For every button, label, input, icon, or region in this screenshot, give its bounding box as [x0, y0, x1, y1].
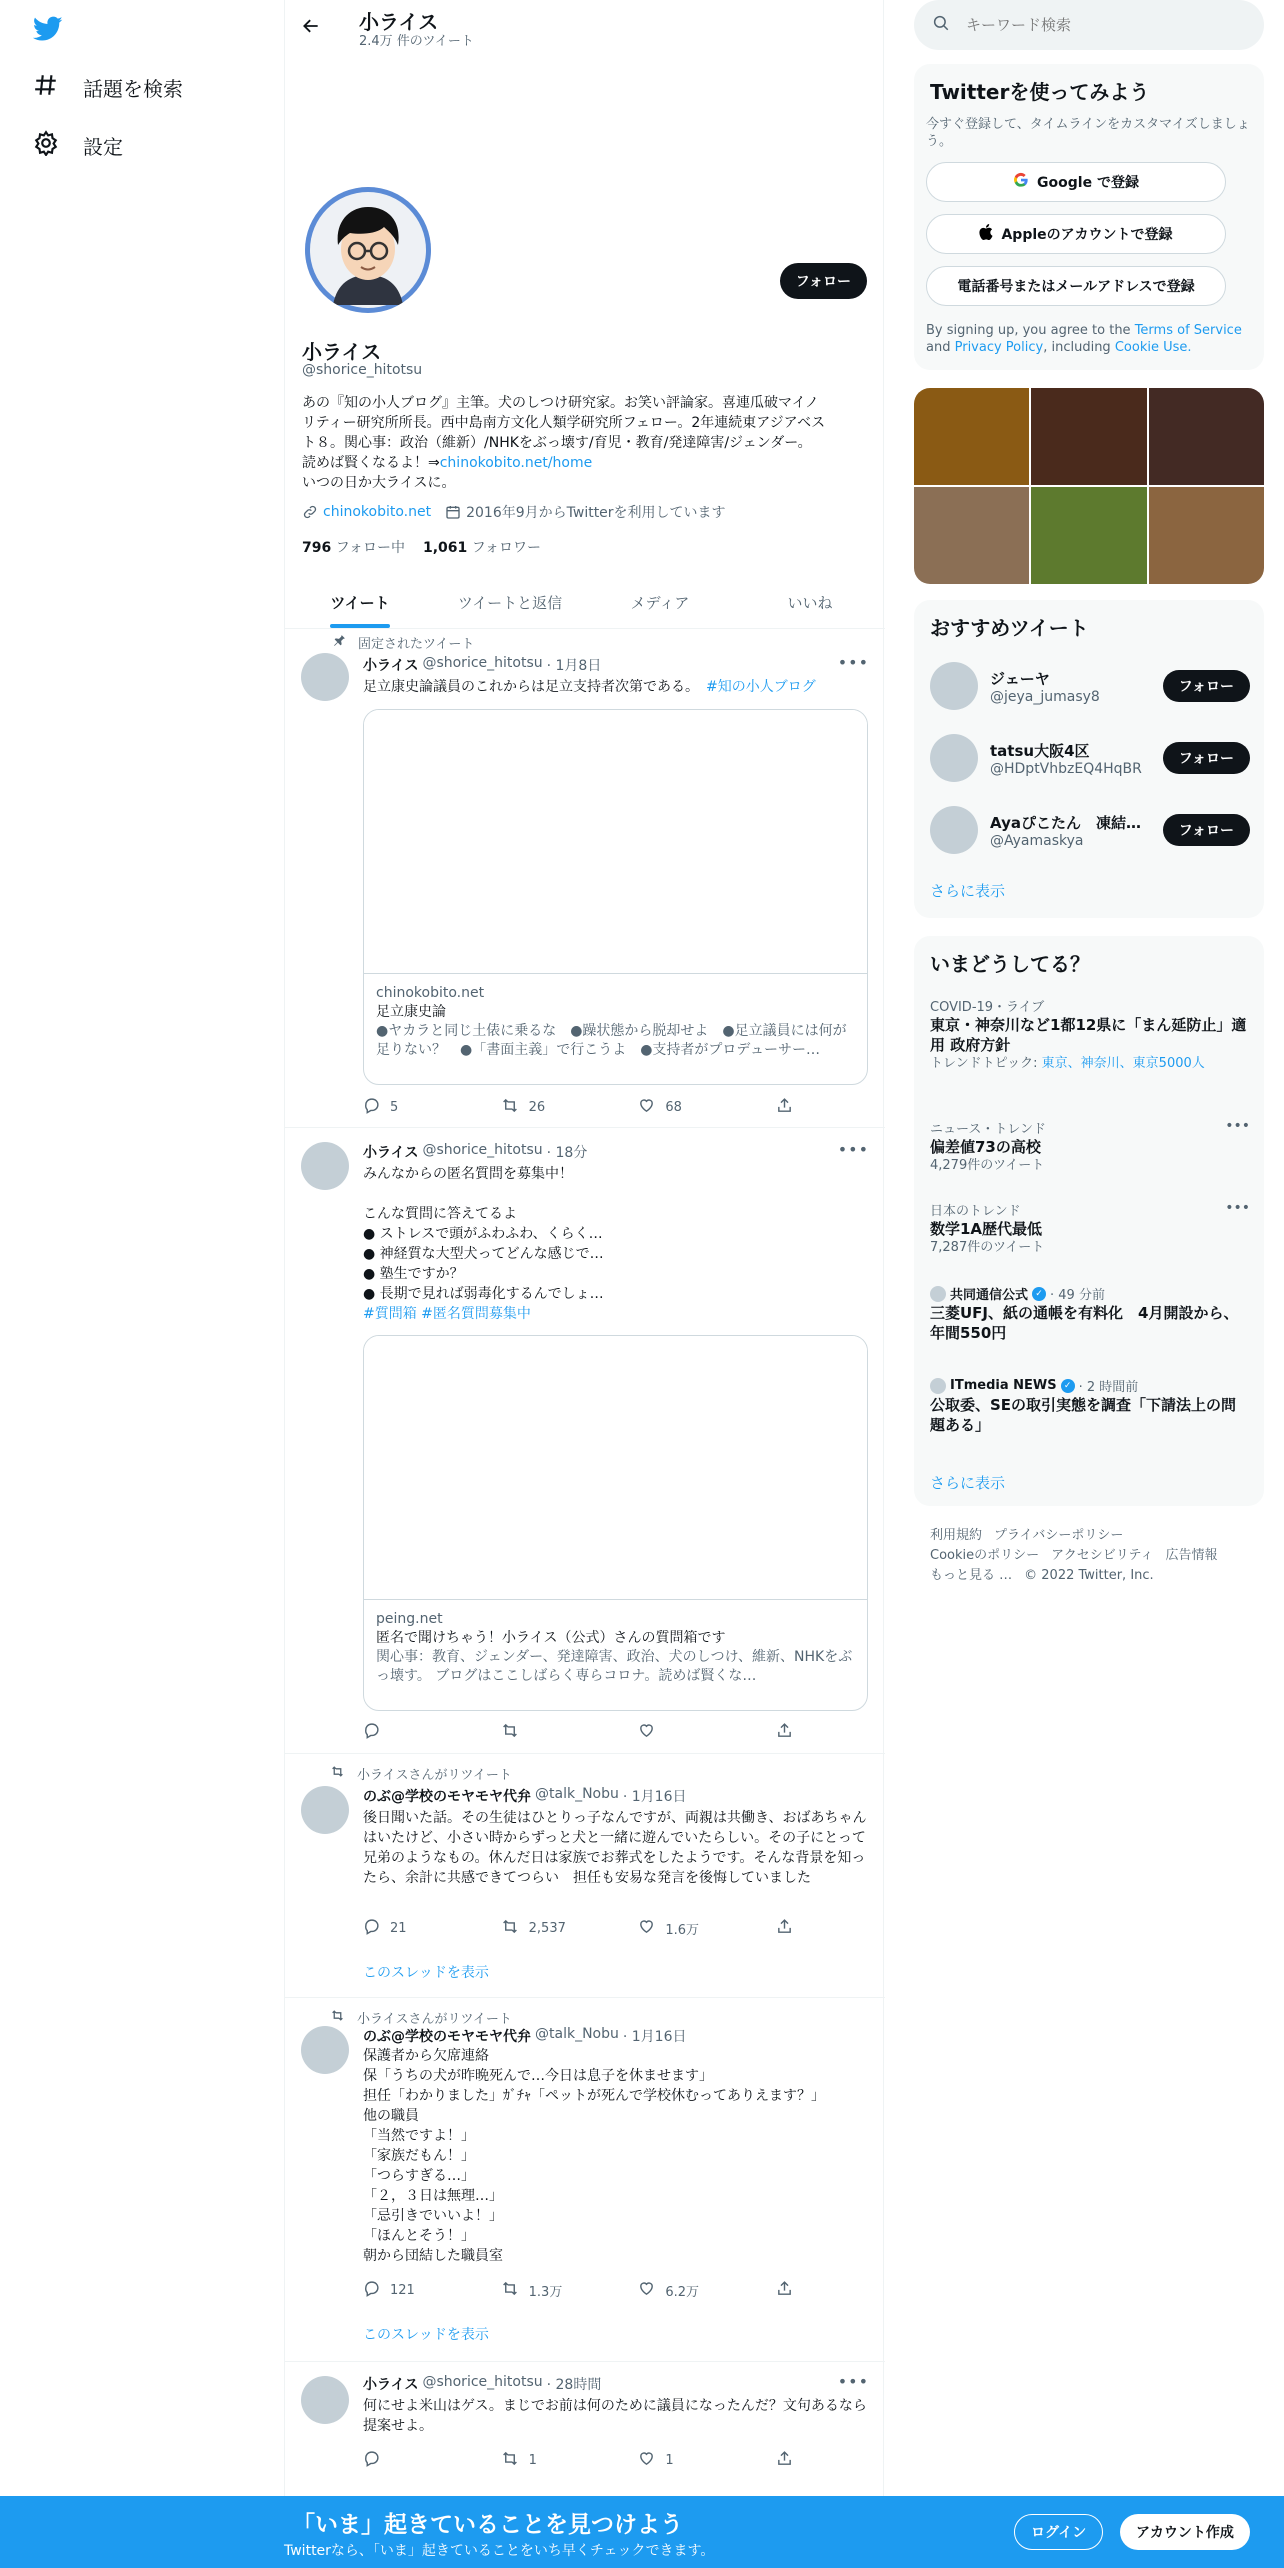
trends-title: いまどうしてる？: [930, 952, 1090, 976]
copyright: © 2022 Twitter, Inc.: [1024, 1568, 1154, 1583]
profile-meta: [302, 502, 726, 522]
tweet[interactable]: [285, 1754, 885, 1998]
tweet-actions: [363, 2450, 793, 2471]
tweet-author-handle: @shorice_hitotsu: [422, 655, 543, 671]
retweet-button[interactable]: 2,537: [501, 1918, 601, 1939]
retweet-button[interactable]: [501, 1722, 601, 1743]
bottom-bar-subtitle: Twitterなら、「いま」起きていることをいち早くチェックできます。: [284, 2543, 715, 2559]
reply-icon: [363, 2450, 380, 2471]
retweet-icon: [501, 1097, 519, 1118]
trend-category: COVID-19・ライブ: [930, 1000, 1045, 1015]
tab-likes[interactable]: いいね: [787, 593, 833, 612]
footer-link[interactable]: 広告情報: [1165, 1548, 1218, 1563]
news-title: 公取委、SEの取引実態を調査「下請法上の問題ある」: [930, 1396, 1237, 1434]
more-options-icon[interactable]: •••: [837, 653, 869, 672]
hashtag-icon: [33, 72, 59, 103]
share-button[interactable]: [776, 2280, 793, 2301]
bottom-bar-title: 「いま」起きていることを見つけよう: [292, 2512, 683, 2538]
show-thread-link[interactable]: このスレッドを表示: [363, 1965, 489, 1981]
news-item[interactable]: [930, 1284, 1250, 1343]
tweet-author-name[interactable]: 小ライス: [363, 2377, 419, 2393]
tab-media[interactable]: メディア: [630, 593, 690, 612]
footer-link[interactable]: もっと見る …: [930, 1568, 1013, 1583]
profile-header-bar: [285, 0, 885, 53]
share-button[interactable]: [776, 1097, 793, 1118]
more-options-icon[interactable]: •••: [1225, 1200, 1250, 1216]
tweet-context: 小ライスさんがリツイート: [330, 2008, 512, 2027]
card-description: 関心事：教育、ジェンダー、発達障害、政治、犬のしつけ、維新、NHKをぶっ壊す。 ブログはここしばらく専らコロナ。読めば賢くな…: [376, 1649, 853, 1684]
hashtag-link[interactable]: #質問箱 #匿名質問募集中: [363, 1306, 531, 1322]
tweet-avatar[interactable]: [301, 2376, 349, 2424]
rec-name: Ayaぴこたん 凍結…: [990, 813, 1141, 832]
share-icon: [776, 1918, 793, 1939]
like-button[interactable]: 1: [638, 2450, 738, 2471]
tweet[interactable]: [285, 2362, 885, 2496]
verified-badge-icon: ✓: [1032, 1287, 1046, 1301]
trend-item[interactable]: [930, 1118, 1250, 1174]
tweet-time[interactable]: · 1月16日: [622, 1789, 687, 1805]
signup-button[interactable]: アカウント作成: [1120, 2514, 1250, 2550]
profile-avatar[interactable]: [301, 183, 435, 317]
share-icon: [776, 2280, 793, 2301]
rec-handle: @jeya_jumasy8: [990, 688, 1100, 705]
trend-count: 7,287件のツイート: [930, 1240, 1045, 1255]
tweet-avatar[interactable]: [301, 653, 349, 701]
profile-website-link[interactable]: chinokobito.net: [323, 504, 432, 520]
nav-settings-label: 設定: [83, 135, 123, 159]
news-source: 共同通信公式 ✓ · 49 分前: [930, 1284, 1250, 1303]
heart-icon: [638, 1722, 655, 1743]
google-signup-button[interactable]: Google で登録: [926, 162, 1226, 202]
bio-line: いつの日か大ライスに。: [302, 475, 456, 491]
tweet-time[interactable]: · 1月16日: [622, 2029, 687, 2045]
reply-button[interactable]: [363, 1722, 463, 1743]
footer-link[interactable]: プライバシーポリシー: [994, 1528, 1124, 1543]
bio-line: 読めば賢くなるよ！⇒: [302, 455, 440, 471]
retweet-button[interactable]: 26: [501, 1097, 601, 1118]
tweet-time[interactable]: · 28時間: [546, 2377, 602, 2393]
tweet-author-name[interactable]: 小ライス: [363, 1145, 419, 1161]
tweet-text: 足立康史論議員のこれからは足立支持者次第である。 #知の小人ブログ: [363, 679, 816, 695]
phone-email-signup-button[interactable]: 電話番号またはメールアドレスで登録: [926, 266, 1226, 306]
twitter-logo-icon[interactable]: [33, 16, 63, 46]
trend-category: ニュース・トレンド: [930, 1122, 1047, 1137]
tweet-text: 保護者から欠席連絡 保「うちの犬が昨晩死んで…今日は息子を休ませます」 担任「わかりました」ｶﾞﾁｬ「ペットが死んで学校休むってありえます？」 他の職員 「当然ですよ！」 「家族だもん！」 「つらすぎる…」 「２，３日は無理…」 「忌引きでいいよ！」 「ほんとそう！」 朝から団結した職員室: [363, 2048, 825, 2264]
tweet-author-handle: @shorice_hitotsu: [422, 2374, 543, 2390]
bio-line: ト８。関心事：政治（維新）/NHKをぶっ壊す/育児・教育/発達障害/ジェンダー。: [302, 435, 812, 451]
google-icon: [1013, 172, 1029, 192]
tweet-avatar[interactable]: [301, 1786, 349, 1834]
tweet-header: [363, 655, 601, 675]
more-options-icon[interactable]: •••: [1225, 1118, 1250, 1134]
trend-title: 東京・神奈川など1都12県に「まん延防止」適用 政府方針: [930, 1016, 1247, 1054]
reply-icon: [363, 1722, 380, 1743]
profile-tabs: [285, 576, 885, 629]
rec-name: ジェーヤ: [990, 669, 1050, 688]
search-box[interactable]: [914, 0, 1264, 50]
avatar[interactable]: [930, 806, 978, 854]
tweet-context: 小ライスさんがリツイート: [330, 1764, 512, 1783]
more-options-icon[interactable]: •••: [837, 2372, 869, 2391]
header-title: 小ライス: [359, 10, 439, 34]
tweet-author-handle: @shorice_hitotsu: [422, 1142, 543, 1158]
share-button[interactable]: [776, 1918, 793, 1939]
trend-category: 日本のトレンド: [930, 1204, 1021, 1219]
bio-line: あの『知の小人ブログ』主筆。犬のしつけ研究家。お笑い評論家。喜連瓜破マイノ: [302, 395, 819, 411]
trend-topics: トレンドトピック: 東京、神奈川、東京5000人: [930, 1056, 1205, 1071]
reply-icon: [363, 2280, 380, 2301]
retweet-icon: [501, 2450, 519, 2471]
signup-subtitle: 今すぐ登録して、タイムラインをカスタマイズしましょう。: [926, 117, 1250, 149]
tab-tweets[interactable]: ツイート: [285, 576, 435, 628]
recommended-panel: [914, 600, 1264, 918]
reply-button[interactable]: 5: [363, 1097, 463, 1118]
card-description: ●ヤカラと同じ土俵に乗るな ●躁状態から脱却せよ ●足立議員には何が足りない？ ●「書面主義」で行こうよ ●支持者がプロデューサー…: [376, 1023, 847, 1058]
tab-tweets-replies[interactable]: ツイートと返信: [457, 593, 563, 612]
trend-item[interactable]: [930, 996, 1250, 1072]
trend-title: 数学1A歴代最低: [930, 1220, 1043, 1238]
bottom-signup-bar: [0, 2496, 1284, 2568]
heart-icon: [638, 2450, 655, 2471]
media-thumbnail[interactable]: [1149, 388, 1264, 485]
source-avatar: [930, 1378, 946, 1394]
tweet-time[interactable]: · 18分: [546, 1145, 588, 1161]
tweet-header: [363, 1786, 687, 1806]
tweet-avatar[interactable]: [301, 2026, 349, 2074]
like-button[interactable]: 6.2万: [638, 2280, 738, 2301]
footer-link[interactable]: アクセシビリティ: [1051, 1548, 1154, 1563]
tweet-author-handle: @talk_Nobu: [535, 2026, 619, 2042]
tweet[interactable]: [285, 1998, 885, 2362]
header-tweet-count: 2.4万 件のツイート: [359, 34, 474, 49]
media-thumbnail[interactable]: [1031, 388, 1146, 485]
main-column: [284, 0, 884, 2568]
search-input[interactable]: [966, 16, 1216, 34]
follow-button[interactable]: フォロー: [1163, 742, 1250, 774]
tweet-header: [363, 1142, 587, 1162]
left-nav: [0, 0, 284, 2568]
link-card[interactable]: [363, 1335, 868, 1711]
retweet-button[interactable]: 1: [501, 2450, 601, 2471]
signup-terms: By signing up, you agree to the Terms of Service and Privacy Policy, including Cookie Use.: [926, 323, 1242, 355]
card-body: [364, 974, 867, 1070]
signup-panel: [914, 64, 1264, 370]
like-button[interactable]: [638, 1722, 738, 1743]
heart-icon: [638, 1097, 655, 1118]
card-image: [364, 1336, 867, 1600]
share-icon: [776, 1097, 793, 1118]
profile-follow-stats: [302, 537, 541, 557]
nav-explore[interactable]: [33, 72, 183, 103]
footer-links: [930, 1526, 1260, 1586]
profile-name: 小ライス: [302, 340, 382, 364]
hashtag-link[interactable]: #知の小人ブログ: [706, 679, 816, 695]
tweet-avatar[interactable]: [301, 1142, 349, 1190]
rec-name: tatsu大阪4区: [990, 741, 1090, 760]
terms-link[interactable]: Terms of Service: [1134, 323, 1242, 338]
retweet-icon: [501, 1722, 519, 1743]
retweet-button[interactable]: 1.3万: [501, 2280, 601, 2301]
rec-handle: @HDptVhbzEQ4HqBR: [990, 760, 1142, 777]
card-domain: chinokobito.net: [376, 985, 485, 1001]
nav-explore-label: 話題を検索: [83, 77, 183, 101]
news-item[interactable]: [930, 1376, 1250, 1435]
tweet[interactable]: [285, 1128, 885, 1754]
rec-handle: @Ayamaskya: [990, 832, 1084, 849]
recommended-user[interactable]: [930, 662, 1250, 710]
tweet-header: [363, 2026, 687, 2046]
news-title: 三菱UFJ、紙の通帳を有料化 4月開設から、年間550円: [930, 1304, 1239, 1342]
trend-item[interactable]: [930, 1200, 1250, 1256]
reply-button[interactable]: 21: [363, 1918, 463, 1939]
media-thumbnail[interactable]: [1031, 487, 1146, 584]
card-domain: peing.net: [376, 1611, 443, 1627]
recommended-title: おすすめツイート: [930, 616, 1089, 640]
card-title: 匿名で聞けちゃう！小ライス（公式）さんの質問箱です: [376, 1630, 726, 1646]
footer-link[interactable]: Cookieのポリシー: [930, 1548, 1040, 1563]
follow-button[interactable]: フォロー: [1163, 670, 1250, 702]
privacy-link[interactable]: Privacy Policy: [954, 340, 1044, 355]
tweet-author-handle: @talk_Nobu: [535, 1786, 619, 1802]
follow-button[interactable]: フォロー: [1163, 814, 1250, 846]
nav-settings[interactable]: [33, 130, 123, 161]
calendar-icon: [445, 504, 461, 520]
trend-title: 偏差値73の高校: [930, 1138, 1041, 1156]
show-more-link[interactable]: さらに表示: [930, 1474, 1006, 1492]
tweet-author-name[interactable]: のぶ@学校のモヤモヤ代弁: [363, 2029, 531, 2045]
tweet-actions: [363, 1722, 793, 1743]
followers-link[interactable]: 1,061 フォロワー: [423, 540, 542, 556]
profile-joined: 2016年9月からTwitterを利用しています: [466, 505, 726, 521]
reply-button[interactable]: 121: [363, 2280, 463, 2301]
signup-title: Twitterを使ってみよう: [930, 80, 1150, 104]
share-icon: [776, 2450, 793, 2471]
trends-panel: [914, 936, 1264, 1506]
tweet-header: [363, 2374, 601, 2394]
back-arrow-icon[interactable]: [301, 16, 321, 40]
avatar[interactable]: [930, 734, 978, 782]
heart-icon: [638, 1918, 655, 1939]
cookie-link[interactable]: Cookie Use.: [1114, 340, 1192, 355]
tweet-author-name[interactable]: 小ライス: [363, 658, 419, 674]
media-thumbnail[interactable]: [914, 388, 1029, 485]
gear-icon: [33, 130, 59, 161]
tweet-actions: [363, 2280, 793, 2301]
media-thumbnail[interactable]: [914, 487, 1029, 584]
tweet[interactable]: [285, 629, 885, 1128]
reply-icon: [363, 1097, 380, 1118]
login-button[interactable]: ログイン: [1014, 2514, 1103, 2550]
apple-signup-button[interactable]: Appleのアカウントで登録: [926, 214, 1226, 254]
card-image: [364, 710, 867, 974]
reply-icon: [363, 1918, 380, 1939]
more-options-icon[interactable]: •••: [837, 1140, 869, 1159]
share-button[interactable]: [776, 2450, 793, 2471]
media-thumbnail[interactable]: [1149, 487, 1264, 584]
like-button[interactable]: 68: [638, 1097, 738, 1118]
media-grid: [914, 388, 1264, 584]
tweet-text: 何にせよ米山はゲス。まじでお前は何のために議員になったんだ？文句あるなら提案せよ。: [363, 2398, 867, 2434]
share-icon: [776, 1722, 793, 1743]
pin-icon: [333, 634, 346, 651]
avatar[interactable]: [930, 662, 978, 710]
card-title: 足立康史論: [376, 1004, 446, 1020]
trend-count: 4,279件のツイート: [930, 1158, 1045, 1173]
link-icon: [302, 504, 318, 520]
recommended-user[interactable]: [930, 734, 1250, 782]
following-link[interactable]: 796 フォロー中: [302, 540, 405, 556]
show-thread-link[interactable]: このスレッドを表示: [363, 2327, 489, 2343]
reply-button[interactable]: [363, 2450, 463, 2471]
profile-bio: [302, 393, 872, 493]
news-source: ITmedia NEWS ✓ · 2 時間前: [930, 1376, 1250, 1395]
retweet-icon: [501, 1918, 519, 1939]
share-button[interactable]: [776, 1722, 793, 1743]
card-body: [364, 1600, 867, 1696]
show-more-link[interactable]: さらに表示: [930, 882, 1006, 900]
bio-link[interactable]: chinokobito.net/home: [439, 455, 593, 471]
verified-badge-icon: ✓: [1061, 1379, 1075, 1393]
apple-icon: [979, 224, 993, 244]
link-card[interactable]: [363, 709, 868, 1085]
tweet-author-name[interactable]: のぶ@学校のモヤモヤ代弁: [363, 1789, 531, 1805]
profile-handle: @shorice_hitotsu: [302, 362, 423, 378]
footer-link[interactable]: 利用規約: [930, 1528, 983, 1543]
tweet-text: みんなからの匿名質問を募集中！ こんな質問に答えてるよ ● ストレスで頭がふわふわ、くらく… ● 神経質な大型犬ってどんな感じで… ● 塾生ですか？ ● 長期で見れば弱毒化するんでしょ… #質問箱 #匿名質問募集中: [363, 1166, 604, 1322]
tweet-actions: [363, 1097, 793, 1118]
retweet-icon: [330, 2009, 345, 2026]
profile-follow-button[interactable]: フォロー: [780, 263, 867, 299]
tweet-text: 後日聞いた話。その生徒はひとりっ子なんですが、両親は共働き、おばあちゃんはいたけど、小さい時からずっと犬と一緒に遊んでいたらしい。その子にとって兄弟のようなもの。休んだ日は家族でお葬式をしたようです。そんな背景を知ったら、余計に共感できてつらい 担任も安易な発言を後悔していました: [363, 1810, 867, 1886]
retweet-icon: [501, 2280, 519, 2301]
like-button[interactable]: 1.6万: [638, 1918, 738, 1939]
source-avatar: [930, 1286, 946, 1302]
bio-line: リティー研究所所長。西中島南方文化人類学研究所フェロー。2年連続東アジアベス: [302, 415, 826, 431]
search-icon: [932, 14, 950, 36]
tweet-context: 固定されたツイート: [333, 633, 474, 652]
trend-topic-links[interactable]: 東京、神奈川、東京5000人: [1041, 1056, 1205, 1071]
recommended-user[interactable]: [930, 806, 1250, 854]
heart-icon: [638, 2280, 655, 2301]
tweet-actions: [363, 1918, 793, 1939]
retweet-icon: [330, 1765, 345, 1782]
tweet-time[interactable]: · 1月8日: [546, 658, 602, 674]
